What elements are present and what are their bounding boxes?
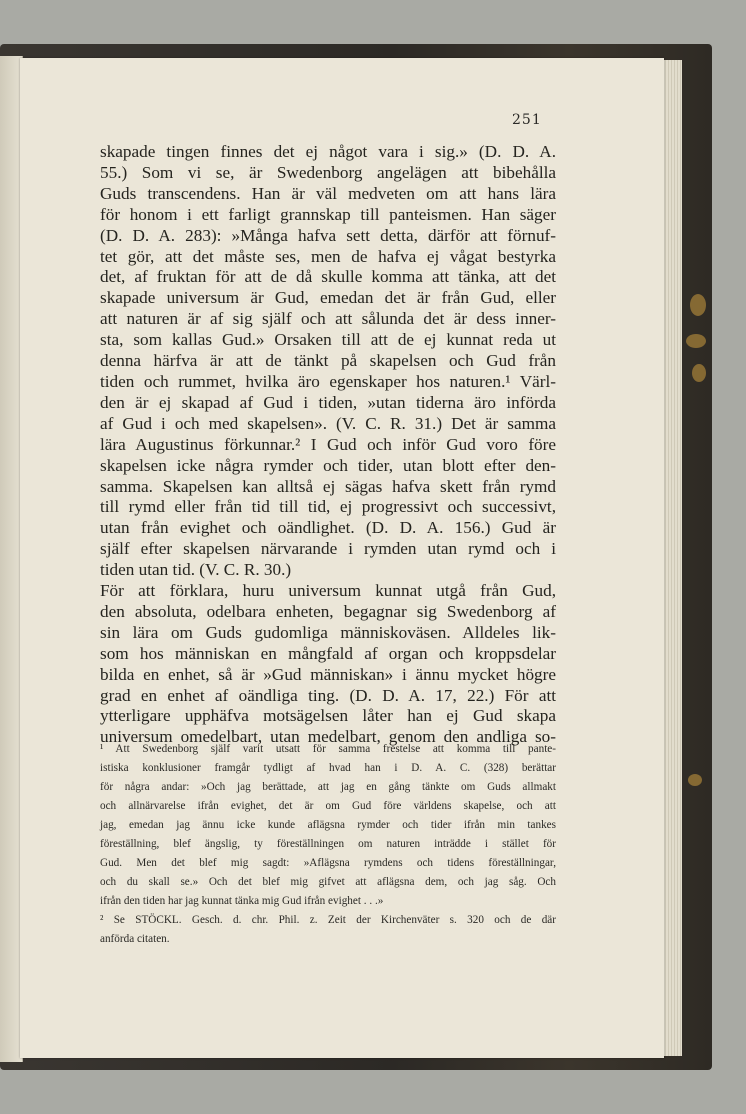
main-text <box>100 142 556 748</box>
footnote-line: och du skall se.» Och det blef mig gifvet att aflägsna dem, och jag såg. Och <box>100 876 556 888</box>
cover-marbling <box>690 294 706 316</box>
text-line: lära Augustinus förkunnar.² I Gud och inför Gud voro före <box>100 434 556 454</box>
text-line: utan från evighet och oändlighet. (D. D. A. 156.) Gud är <box>100 518 556 538</box>
text-line: grad en enhet af oändliga ting. (D. D. A. 17, 22.) För att <box>100 685 556 705</box>
text-line: det, af fruktan för att de då skulle komma att tänka, att det <box>100 267 556 287</box>
footnotes <box>100 740 556 949</box>
text-line: 55.) Som vi se, är Swedenborg angelägen att bibehålla <box>100 162 556 182</box>
footnote-line: ² Se STÖCKL. Gesch. d. chr. Phil. z. Zeit der Kirchenväter s. 320 och de där <box>100 914 556 926</box>
footnote-line: jag, emedan jag ännu icke kunde aflägsna rymder och tider ifrån min tankes <box>100 819 556 831</box>
text-line: af Gud i och med skapelsen». (V. C. R. 31.) Det är samma <box>100 413 556 433</box>
footnote-line: för några andar: »Och jag berättade, att jag en gång tänkte om Guds allmakt <box>100 781 556 793</box>
text-line: skapade tingen finnes det ej något vara i sig.» (D. D. A. <box>100 142 556 161</box>
text-line: sin lära om Guds gudomliga människoväsen. Alldeles lik- <box>100 622 556 642</box>
cover-marbling <box>692 364 706 382</box>
footnote-line: och allnärvarelse ifrån evighet, det är om Gud före världens skapelse, och att <box>100 800 556 812</box>
page-number: 251 <box>512 112 542 128</box>
text-line: som hos människan en mångfald af organ och kroppsdelar <box>100 643 556 663</box>
text-line: För att förklara, huru universum kunnat utgå från Gud, <box>100 581 556 601</box>
text-line: för honom i ett farligt grannskap till panteismen. Han säger <box>100 204 556 224</box>
text-line: den absoluta, odelbara enheten, begagnar sig Swedenborg af <box>100 601 556 621</box>
text-line: Guds transcendens. Han är väl medveten om att hans lära <box>100 183 556 203</box>
text-line: skapade universum är Gud, emedan det är från Gud, eller <box>100 288 556 308</box>
footnote-line: föreställning, blef ängslig, ty föreställningen om naturen inträdde i stället för <box>100 838 556 850</box>
text-line: universum omedelbart, utan medelbart, genom den andliga so- <box>100 727 556 747</box>
text-line: tet gör, att det måste ses, men de hafva ej vågat bestyrka <box>100 246 556 266</box>
footnote-line: anförda citaten. <box>100 933 170 945</box>
text-line: sta, som kallas Gud.» Orsaken till att de ej kunnat reda ut <box>100 330 556 350</box>
text-line: denna härfva är att de tänkt på skapelsen och Gud från <box>100 351 556 371</box>
footnote-line: Gud. Men det blef mig sagdt: »Aflägsna rymdens och tidens föreställningar, <box>100 857 556 869</box>
text-line: ytterligare upphäfva motsägelsen låter han ej Gud skapa <box>100 706 556 726</box>
cover-marbling <box>686 334 706 348</box>
footnote-line: istiska konklusioner framgår tydligt af hvad han i D. A. C. (328) berättar <box>100 762 556 774</box>
text-line: tiden utan tid. (V. C. R. 30.) <box>100 560 292 580</box>
cover-marbling <box>688 774 702 786</box>
text-line: att naturen är af sig själf och att sålunda det är dess inner- <box>100 309 556 329</box>
text-line: själf efter skapelsen närvarande i rymden utan rymd och i <box>100 539 556 559</box>
footnote-line: ifrån den tiden har jag kunnat tänka mig Gud ifrån evighet . . .» <box>100 895 384 907</box>
text-line: den är ej skapad af Gud i tiden, »utan tiderna äro införda <box>100 392 556 412</box>
text-line: bilda en enhet, så är »Gud människan» i ännu mycket högre <box>100 664 556 684</box>
text-line: (D. D. A. 283): »Många hafva sett detta, därför att förnuf- <box>100 225 556 245</box>
text-line: skapelsen icke några rymder och tider, utan blott efter den- <box>100 455 556 475</box>
text-line: samma. Skapelsen kan alltså ej sägas hafva skett från rymd <box>100 476 556 496</box>
footnote-line: ¹ Att Swedenborg själf varit utsatt för samma frestelse att komma till pante- <box>100 743 556 755</box>
text-line: tiden och rummet, hvilka äro egenskaper hos naturen.¹ Värl- <box>100 371 556 391</box>
text-line: till rymd eller från tid till tid, ej progressivt och successivt, <box>100 497 556 517</box>
